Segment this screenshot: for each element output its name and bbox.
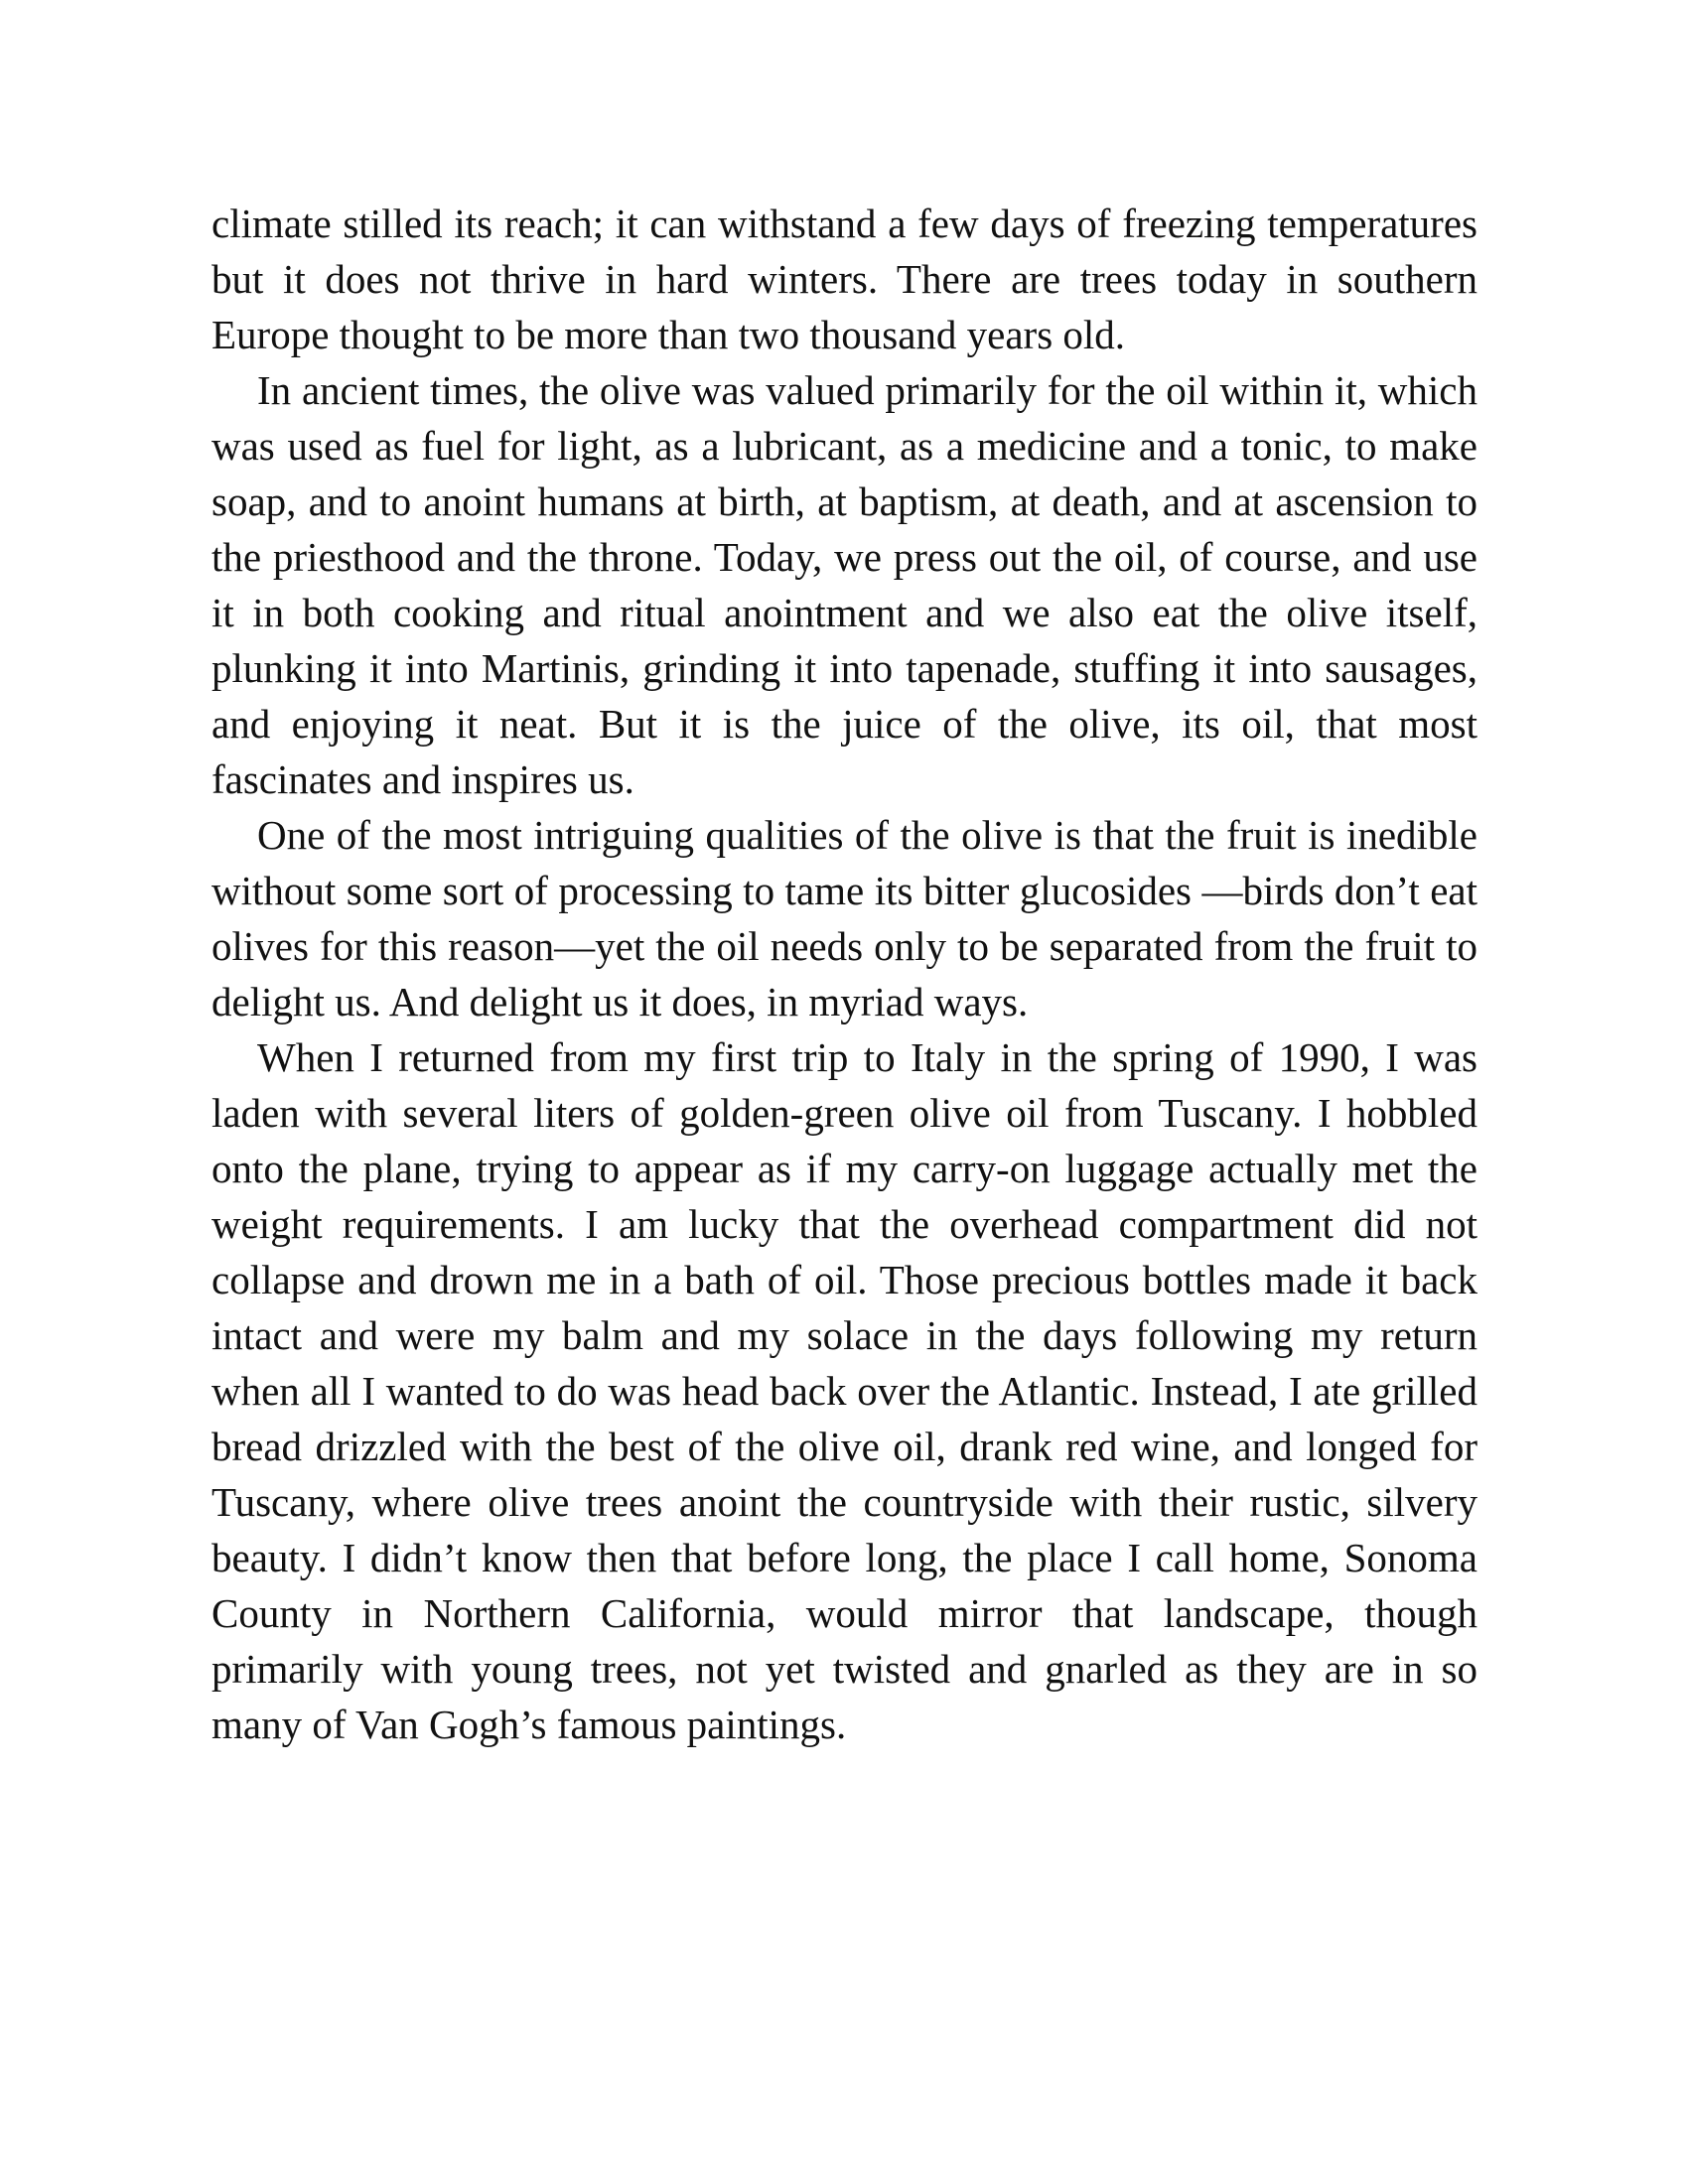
paragraph-intriguing-qualities: One of the most intriguing qualities of the olive is that the fruit is inedible without some sort of processing to tame its bitter glucosides —birds don’t eat olives for this reason—yet the oil needs only to be separated from the fruit to delight us. And delight us it does, in myriad ways. <box>211 812 1477 1024</box>
body-text <box>211 196 1477 1752</box>
paragraph-ancient-times: In ancient times, the olive was valued primarily for the oil within it, which was used as fuel for light, as a lubricant, as a medicine and a tonic, to make soap, and to anoint humans at birth, at baptism, at death, and at ascension to the priesthood and the throne. Today, we press out the oil, of course, and use it in both cooking and ritual anointment and we also eat the olive itself, plunking it into Martinis, grinding it into tapenade, stuffing it into sausages, and enjoying it neat. But it is the juice of the olive, its oil, that most fascinates and inspires us. <box>211 367 1477 802</box>
paragraph-italy-trip: When I returned from my first trip to Italy in the spring of 1990, I was laden with several liters of golden-green olive oil from Tuscany. I hobbled onto the plane, trying to appear as if my carry-on luggage actually met the weight requirements. I am lucky that the overhead compartment did not collapse and drown me in a bath of oil. Those precious bottles made it back intact and were my balm and my solace in the days following my return when all I wanted to do was head back over the Atlantic. Instead, I ate grilled bread drizzled with the best of the olive oil, drank red wine, and longed for Tuscany, where olive trees anoint the countryside with their rustic, silvery beauty. I didn’t know then that before long, the place I call home, Sonoma County in Northern California, would mirror that landscape, though primarily with young trees, not yet twisted and gnarled as they are in so many of Van Gogh’s famous paintings. <box>211 1034 1477 1747</box>
paragraph-continued: climate stilled its reach; it can withstand a few days of freezing temperatures but it does not thrive in hard winters. There are trees today in southern Europe thought to be more than two thousand years old. <box>211 201 1477 357</box>
